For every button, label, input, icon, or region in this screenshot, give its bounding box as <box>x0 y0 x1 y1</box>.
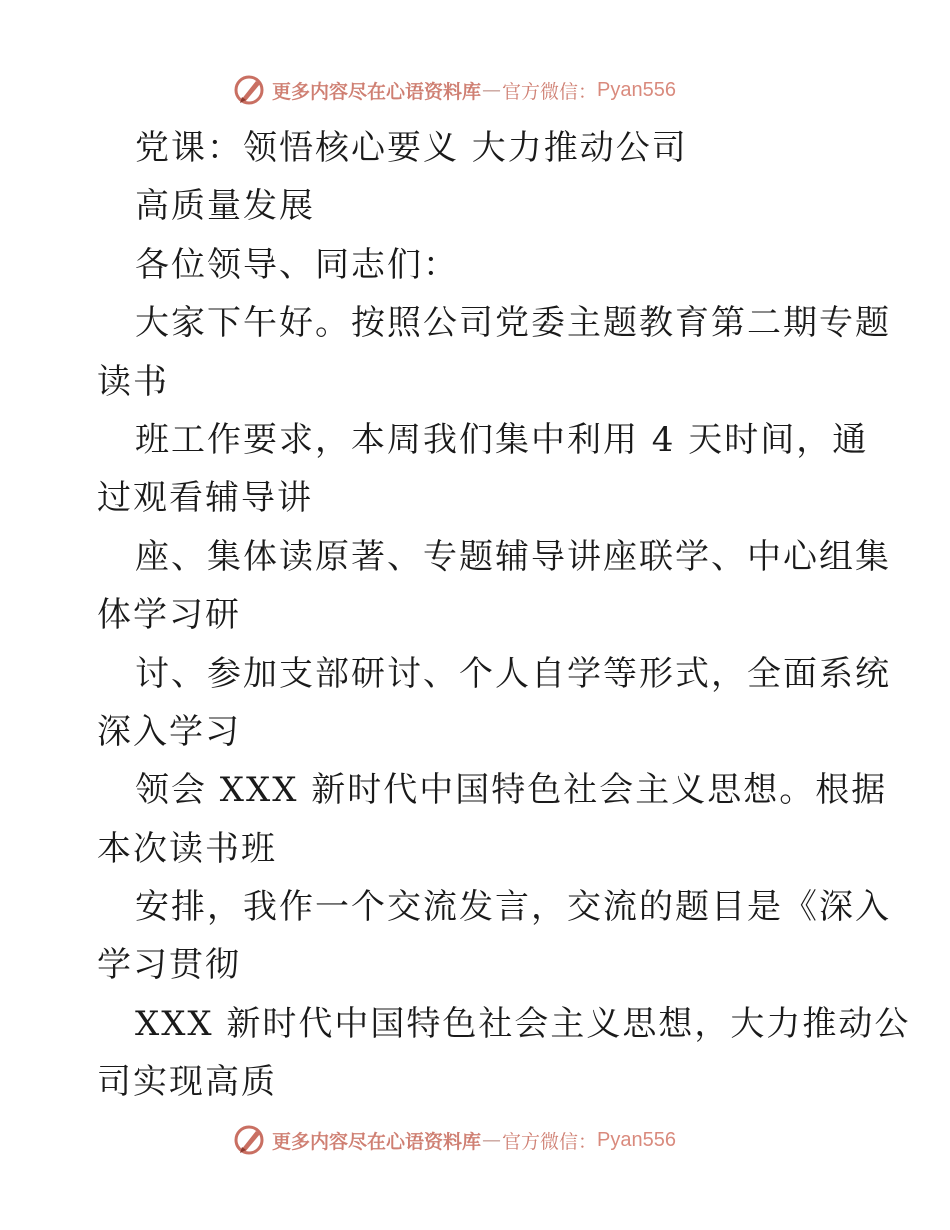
paragraph-line: 大家下午好。按照公司党委主题教育第二期专题 <box>135 303 891 344</box>
watermark-site-text: 更多内容尽在心语资料库 <box>272 1130 482 1153</box>
pen-nib-logo-icon <box>232 73 266 107</box>
watermark-dash: — <box>482 79 502 101</box>
watermark-account: Pyan556 <box>597 1128 676 1151</box>
watermark-site-text: 更多内容尽在心语资料库 <box>272 80 482 103</box>
paragraph-line: 班工作要求，本周我们集中利用 4 天时间，通 <box>135 419 869 460</box>
title-line-2: 高质量发展 <box>135 186 315 227</box>
pen-nib-logo-icon <box>232 1123 266 1157</box>
watermark-dash: — <box>482 1129 502 1151</box>
watermark-footer <box>232 1122 752 1158</box>
watermark-wechat-label: 官方微信： <box>502 80 598 103</box>
paragraph-line: 学习贯彻 <box>97 945 241 986</box>
paragraph-line: 本次读书班 <box>97 828 277 869</box>
title-line-1: 党课：领悟核心要义 大力推动公司 <box>135 128 688 168</box>
paragraph-line: 深入学习 <box>97 711 241 752</box>
document-body <box>97 119 911 1112</box>
watermark-account: Pyan556 <box>597 78 676 101</box>
paragraph-line: 讨、参加支部研讨、个人自学等形式，全面系统 <box>135 653 891 694</box>
paragraph-line: 过观看辅导讲 <box>97 478 313 519</box>
watermark-header <box>232 72 752 108</box>
paragraph-line: XXX 新时代中国特色社会主义思想，大力推动公 <box>135 1003 911 1044</box>
paragraph-line: 读书 <box>97 361 169 402</box>
paragraph-line: 安排，我作一个交流发言，交流的题目是《深入 <box>135 887 891 928</box>
paragraph-line: 司实现高质 <box>97 1062 277 1103</box>
salutation-line: 各位领导、同志们： <box>135 244 459 285</box>
watermark-wechat-label: 官方微信： <box>502 1130 598 1153</box>
paragraph-line: 座、集体读原著、专题辅导讲座联学、中心组集 <box>135 536 891 577</box>
paragraph-line: 领会 XXX 新时代中国特色社会主义思想。根据 <box>135 770 888 811</box>
paragraph-line: 体学习研 <box>97 595 241 636</box>
